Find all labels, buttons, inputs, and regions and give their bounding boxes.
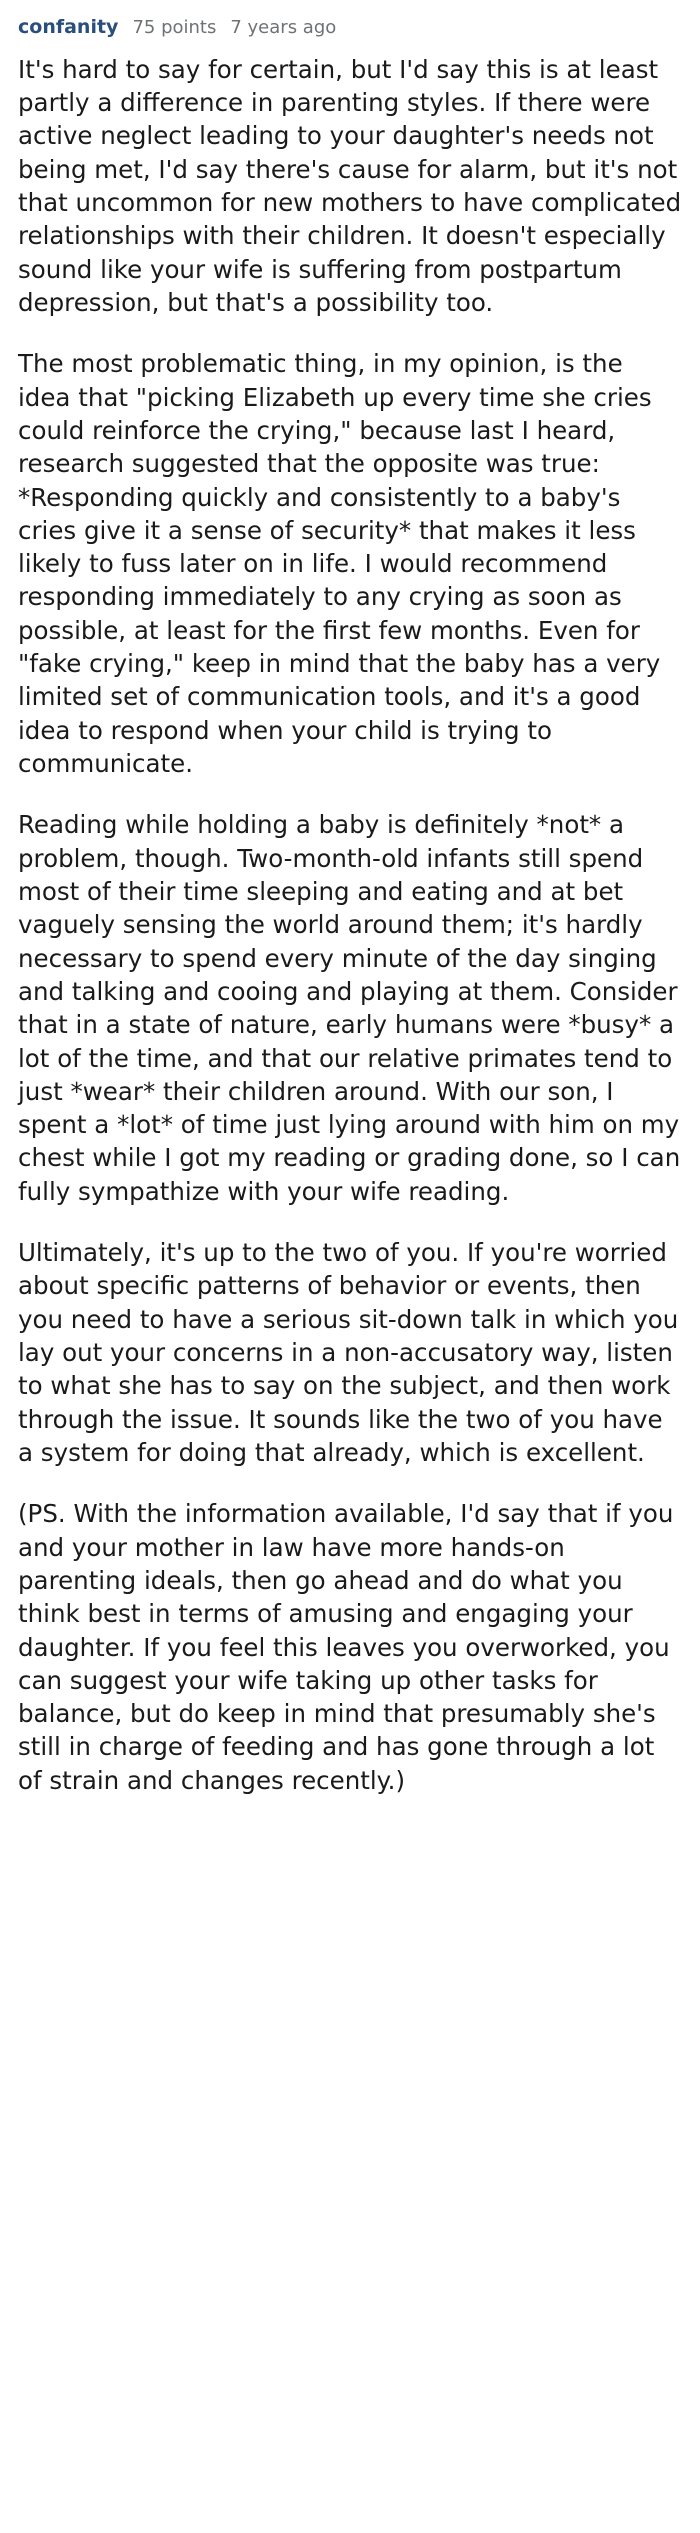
comment-paragraph: It's hard to say for certain, but I'd say this is at least partly a difference in parenting styles. If there were active neglect leading to your daughter's needs not being met, I'd say there's cause for alarm, but it's not that uncommon for new mothers to have complicated relationships with their children. It doesn't especially sound like your wife is suffering from postpartum depression, but that's a possibility too. bbox=[18, 54, 682, 317]
comment-paragraph: (PS. With the information available, I'd say that if you and your mother in law have more hands-on parenting ideals, then go ahead and do what you think best in terms of amusing and engaging your daughter. If you feel this leaves you overworked, you can suggest your wife taking up other tasks for balance, but do keep in mind that presumably she's still in charge of feeding and has gone through a lot of strain and changes recently.) bbox=[18, 1499, 674, 1795]
comment-timestamp: 7 years ago bbox=[230, 17, 337, 38]
comment-paragraph: The most problematic thing, in my opinion, is the idea that "picking Elizabeth up every time she cries could reinforce the crying," because last I heard, research suggested that the opposite was true: *Responding quickly and consistently to a baby's cries give it a sense of security* that makes it less likely to fuss later on in life. I would recommend responding immediately to any crying as soon as possible, at least for the first few months. Even for "fake crying," keep in mind that the baby has a very limited set of communication tools, and it's a good idea to respond when your child is trying to communicate. bbox=[18, 349, 661, 779]
comment-paragraph: Ultimately, it's up to the two of you. If you're worried about specific patterns of behavior or events, then you need to have a serious sit-down talk in which you lay out your concerns in a non-accusatory way, listen to what she has to say on the subject, and then work through the issue. It sounds like the two of you have a system for doing that already, which is excellent. bbox=[18, 1238, 679, 1467]
comment-author[interactable]: confanity bbox=[18, 16, 119, 38]
comment-meta bbox=[18, 16, 682, 39]
comment-paragraph: Reading while holding a baby is definitely *not* a problem, though. Two-month-old infants still spend most of their time sleeping and eating and at bet vaguely sensing the world around them; it's hardly necessary to spend every minute of the day singing and talking and cooing and playing at them. Consider that in a state of nature, early humans were *busy* a lot of the time, and that our relative primates tend to just *wear* their children around. With our son, I spent a *lot* of time just lying around with him on my chest while I got my reading or grading done, so I can fully sympathize with your wife reading. bbox=[18, 810, 681, 1206]
comment-body bbox=[18, 53, 682, 1797]
comment-points: 75 points bbox=[132, 17, 217, 38]
